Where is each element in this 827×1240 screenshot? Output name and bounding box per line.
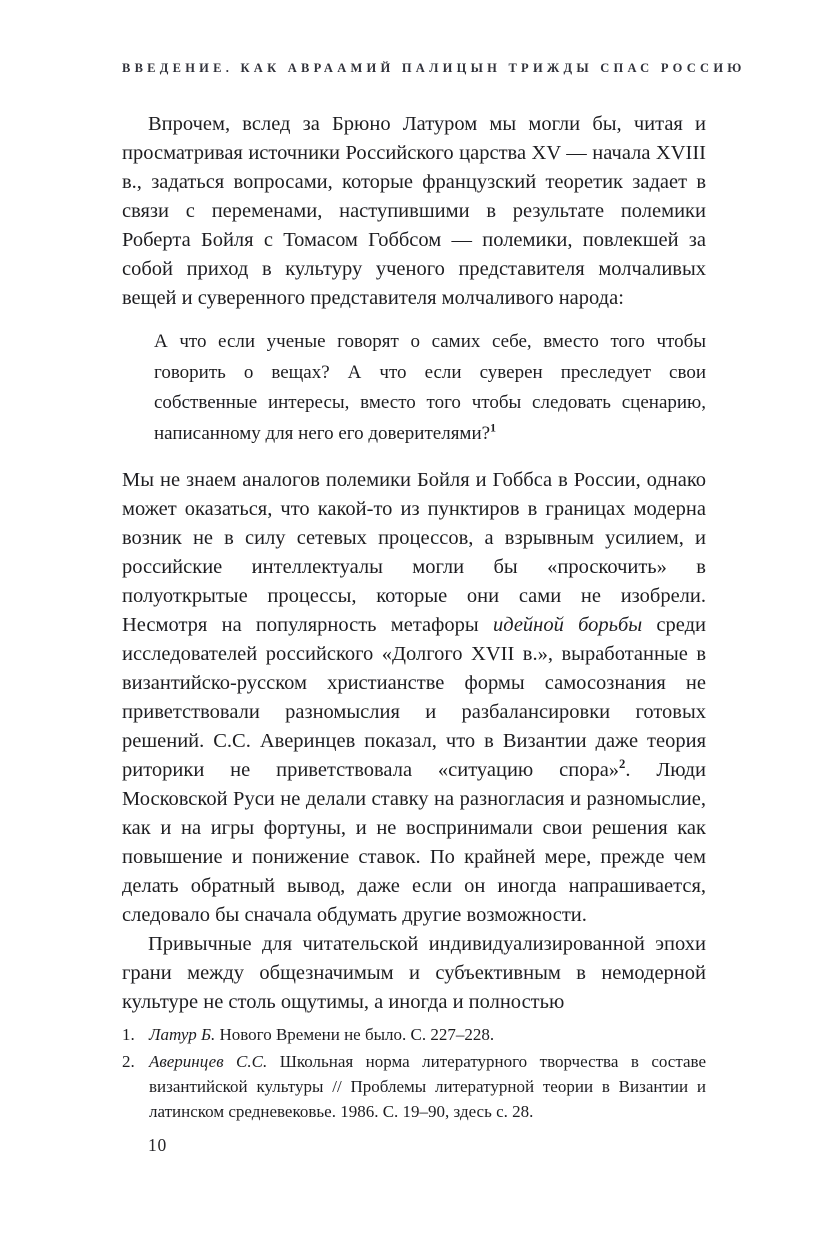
block-quote [154,327,706,449]
footnote-author-2: Аверинцев С.С. [149,1052,268,1071]
running-header: ВВЕДЕНИЕ. КАК АВРААМИЙ ПАЛИЦЫН ТРИЖДЫ СПАС РОССИЮ [122,61,746,75]
paragraph-2-text-c: . Люди Московской Руси не делали ставку на разногласия и разномыслие, как и на игры фортуны, и не воспринимали свои решения как повышение и понижение ставок. По крайней мере, прежде чем делать обратный вывод, даже если он иногда напрашивается, следовало бы сначала обдумать другие возможности. [122,759,706,926]
footnote-item-1 [122,1022,706,1047]
paragraph-2-text-a: Мы не знаем аналогов полемики Бойля и Гоббса в России, однако может оказаться, что какой-то из пунктиров в границах модерна возник не в силу сетевых процессов, а взрывным усилием, и российские интеллектуалы могли бы «проскочить» в полуоткрытые процессы, которые они сами не изобрели. Несмотря на популярность метафоры [122,469,706,636]
footnote-text-1 [149,1022,706,1047]
paragraph-2 [122,466,706,930]
text-block [122,110,706,1017]
footnote-body-1: Нового Времени не было. С. 227–228. [219,1025,495,1044]
footnote-text-2 [149,1049,706,1124]
footnote-item-2 [122,1049,706,1124]
paragraph-2-text-b: среди исследователей российского «Долгого XVII в.», выработанные в византийско-русском христианстве формы самосознания не приветствовали разномыслия и разбалансировки готовых решений. С.С. Аверинцев показал, что в Византии даже теория риторики не приветствовала «ситуацию спора» [122,614,706,781]
footnote-ref-1[interactable]: 1 [490,421,496,435]
paragraph-2-italic-phrase: идейной борьбы [492,614,643,636]
footnote-author-1: Латур Б. [149,1025,216,1044]
page-number: 10 [148,1135,167,1155]
footnote-ref-2[interactable]: 2 [619,757,626,772]
footnote-body-2: Школьная норма литературного творчества в составе византийской культуры // Проблемы литературной теории в Византии и латинском средневековье. 1986. С. 19–90, здесь с. 28. [149,1052,707,1121]
footnote-number-2: 2. [122,1052,135,1071]
paragraph-1: Впрочем, вслед за Брюно Латуром мы могли бы, читая и просматривая источники Российского царства XV — начала XVIII в., задаться вопросами, которые французский теоретик задает в связи с переменами, наступившими в результате полемики Роберта Бойля с Томасом Гоббсом — полемики, повлекшей за собой приход в культуру ученого представителя молчаливых вещей и суверенного представителя молчаливого народа: [122,113,706,309]
footnote-number-1: 1. [122,1025,135,1044]
quote-text: А что если ученые говорят о самих себе, вместо того чтобы говорить о вещах? А что если суверен преследует свои собственные интересы, вместо того чтобы следовать сценарию, написанному для него его доверителями? [154,331,706,444]
paragraph-3: Привычные для читательской индивидуализированной эпохи грани между общезначимым и субъективным в немодерной культуре не столь ощутимы, а иногда и полностью [122,933,706,1013]
footnotes-section [122,1022,706,1126]
